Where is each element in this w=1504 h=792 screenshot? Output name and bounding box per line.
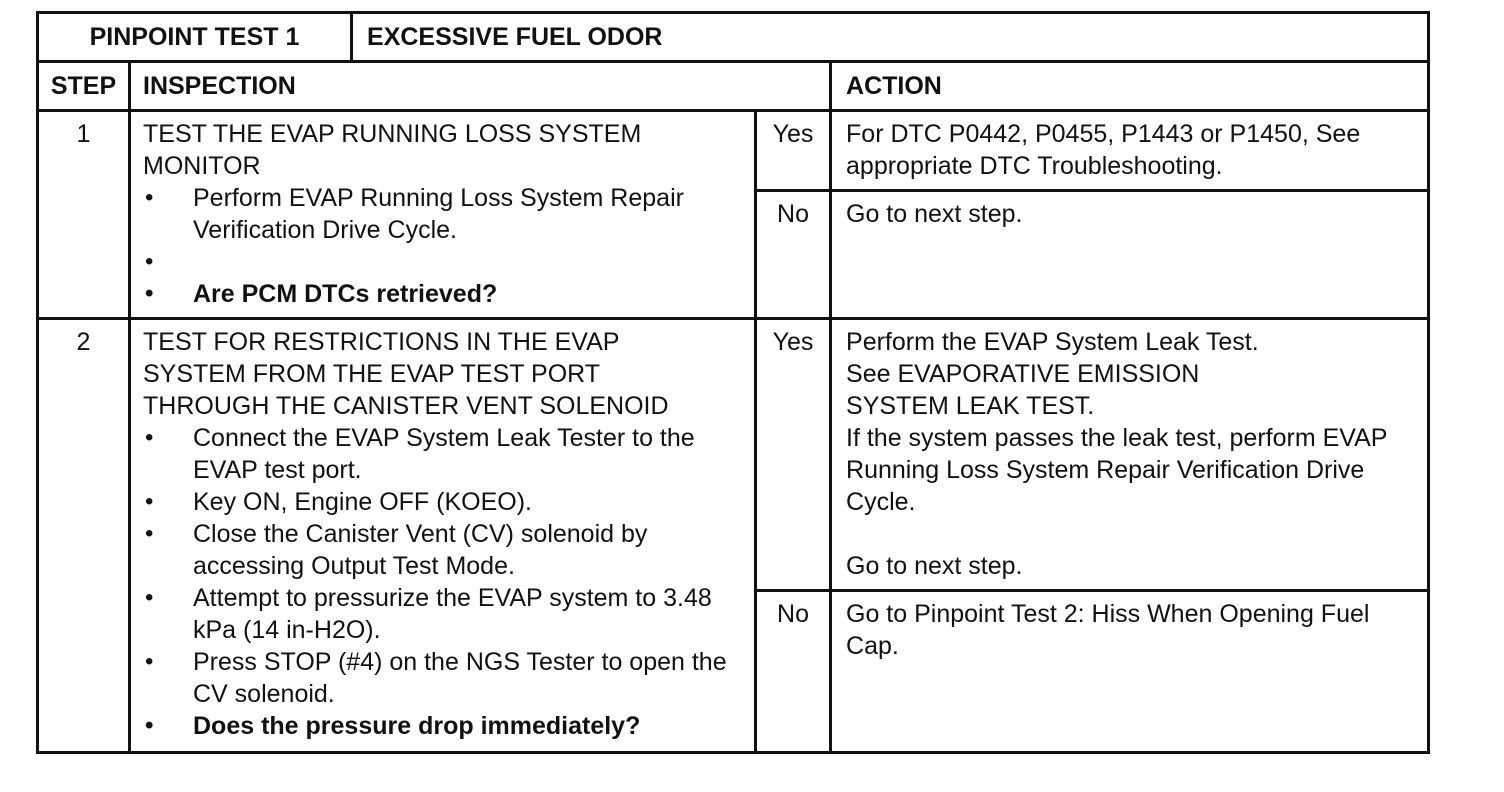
no-action: Go to next step. — [831, 191, 1429, 319]
step-bullet: • Key ON, Engine OFF (KOEO). — [143, 486, 746, 518]
step-bullet: • Close the Canister Vent (CV) solenoid by accessing Output Test Mode. — [143, 518, 746, 582]
no-label: No — [756, 191, 831, 319]
action-spacer — [846, 518, 1421, 550]
step-bullet-list — [143, 422, 746, 742]
no-label: No — [756, 591, 831, 753]
step-question: • Does the pressure drop immediately? — [143, 710, 746, 742]
step-bullet: • Press STOP (#4) on the NGS Tester to open the CV solenoid. — [143, 646, 746, 710]
step-inspection — [130, 319, 756, 753]
pinpoint-test-table — [36, 11, 1430, 754]
step-question: • Are PCM DTCs retrieved? — [143, 278, 746, 310]
step-2-yes-row — [38, 319, 1429, 591]
bullet-spacer — [143, 246, 746, 278]
yes-action: For DTC P0442, P0455, P1443 or P1450, See appropriate DTC Troubleshooting. — [831, 111, 1429, 191]
yes-action — [831, 319, 1429, 591]
step-title-line: TEST THE EVAP RUNNING LOSS SYSTEM — [143, 120, 642, 148]
step-column-header: STEP — [38, 62, 130, 111]
yes-action-line: SYSTEM LEAK TEST. — [846, 392, 1095, 420]
title-row — [38, 13, 1429, 62]
yes-action-line: Go to next step. — [846, 552, 1023, 580]
step-title-line: SYSTEM FROM THE EVAP TEST PORT — [143, 360, 601, 388]
yes-action-line: If the system passes the leak test, perform EVAP Running Loss System Repair Verification Drive Cycle. — [846, 424, 1387, 516]
step-number: 2 — [38, 319, 130, 753]
yes-action-line: Perform the EVAP System Leak Test. — [846, 328, 1259, 356]
step-bullet: • Connect the EVAP System Leak Tester to the EVAP test port. — [143, 422, 746, 486]
action-column-header: ACTION — [831, 62, 1429, 111]
step-title-line: THROUGH THE CANISTER VENT SOLENOID — [143, 392, 669, 420]
test-title: EXCESSIVE FUEL ODOR — [352, 13, 1429, 62]
no-action: Go to Pinpoint Test 2: Hiss When Opening Fuel Cap. — [831, 591, 1429, 753]
inspection-column-header: INSPECTION — [130, 62, 831, 111]
step-bullet: • Perform EVAP Running Loss System Repair Verification Drive Cycle. — [143, 182, 746, 246]
step-inspection — [130, 111, 756, 319]
yes-label: Yes — [756, 319, 831, 591]
step-bullet: • Attempt to pressurize the EVAP system to 3.48 kPa (14 in-H2O). — [143, 582, 746, 646]
step-title-line: MONITOR — [143, 152, 261, 180]
test-label: PINPOINT TEST 1 — [38, 13, 352, 62]
step-1-yes-row — [38, 111, 1429, 191]
step-bullet-list — [143, 182, 746, 310]
step-title-line: TEST FOR RESTRICTIONS IN THE EVAP — [143, 328, 620, 356]
step-number: 1 — [38, 111, 130, 319]
column-header-row — [38, 62, 1429, 111]
yes-label: Yes — [756, 111, 831, 191]
yes-action-line: See EVAPORATIVE EMISSION — [846, 360, 1200, 388]
